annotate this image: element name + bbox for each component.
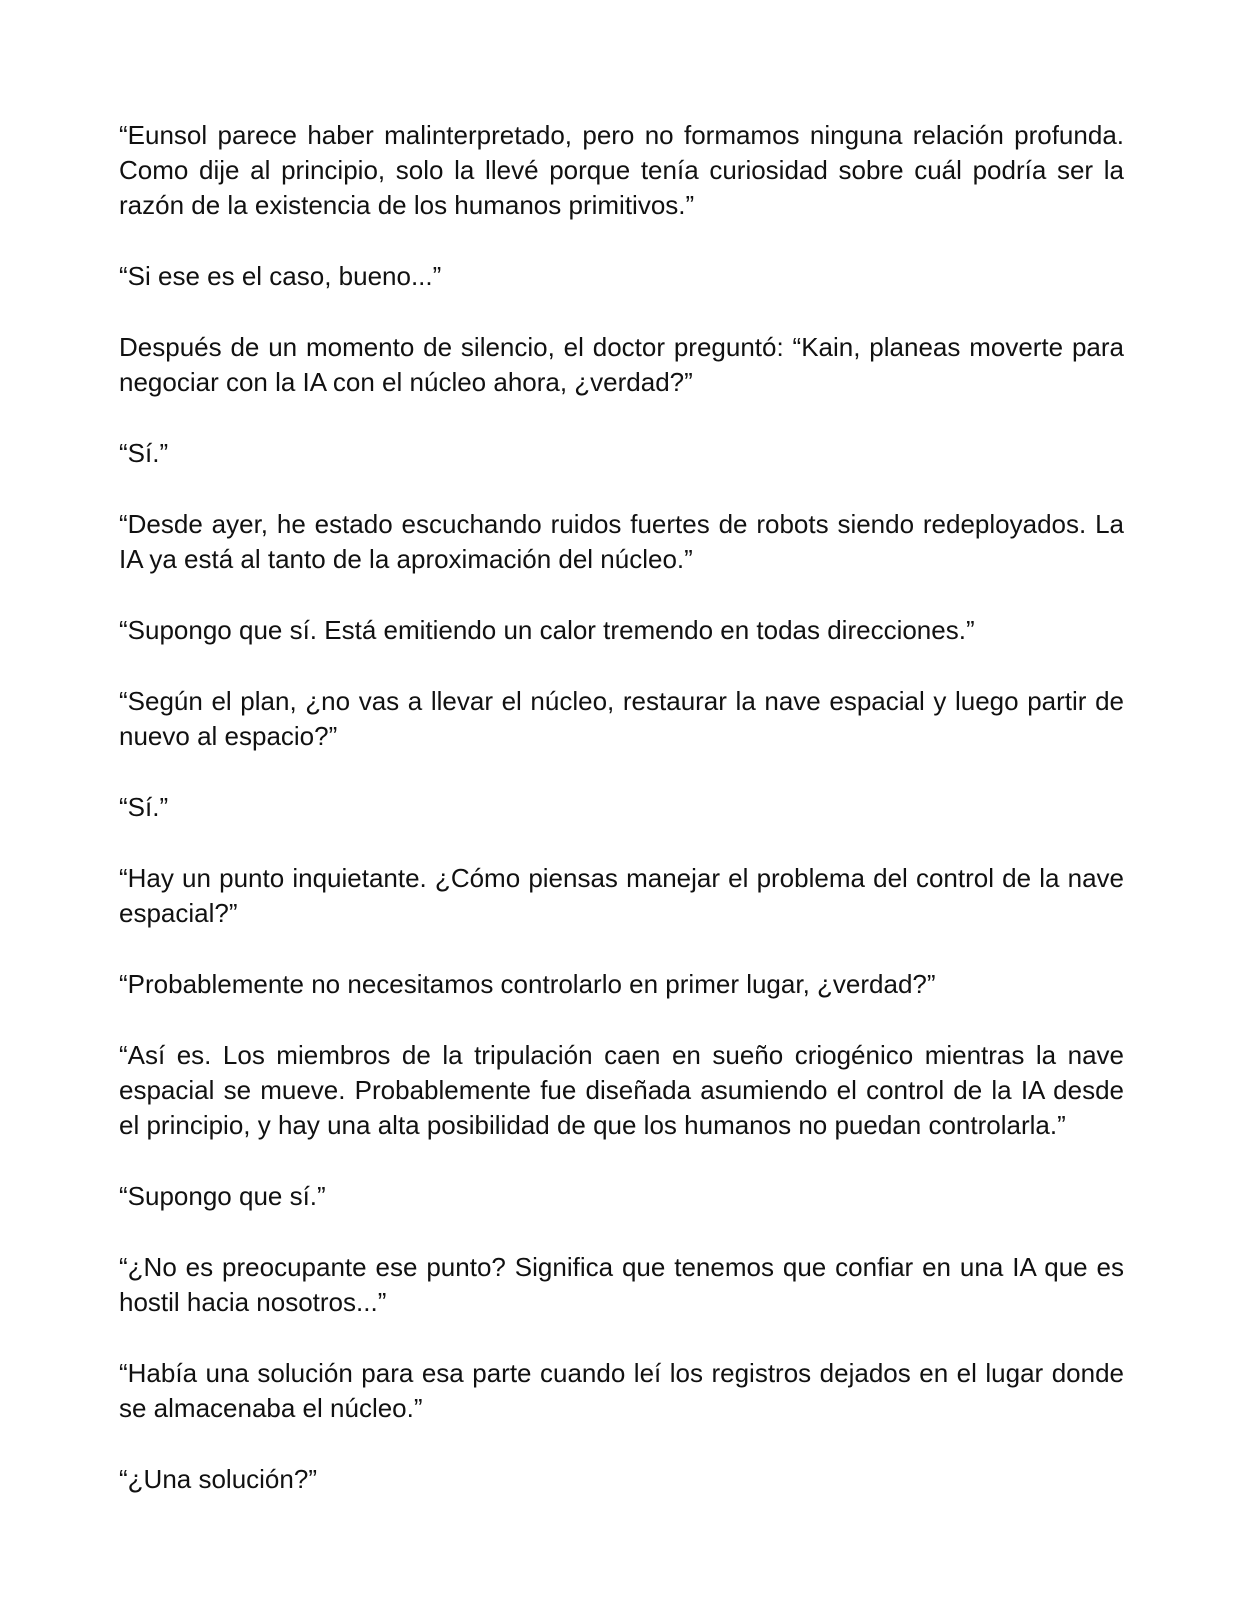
paragraph-11: “Así es. Los miembros de la tripulación caen en sueño criogénico mientras la nave espacial se mueve. Probablemente fue diseñada asumiendo el control de la IA desde el principio, y hay una alta posibilidad de que los humanos no puedan controlarla.” bbox=[119, 1040, 1124, 1140]
paragraph-8: “Sí.” bbox=[119, 792, 169, 822]
paragraph-1: “Eunsol parece haber malinterpretado, pero no formamos ninguna relación profunda. Como dije al principio, solo la llevé porque tenía curiosidad sobre cuál podría ser la razón de la existencia de los humanos primitivos.” bbox=[119, 120, 1124, 220]
paragraph-4: “Sí.” bbox=[119, 438, 169, 468]
document-page bbox=[119, 118, 1124, 1533]
paragraph-7: “Según el plan, ¿no vas a llevar el núcleo, restaurar la nave espacial y luego partir de nuevo al espacio?” bbox=[119, 686, 1124, 751]
paragraph-9: “Hay un punto inquietante. ¿Cómo piensas manejar el problema del control de la nave espacial?” bbox=[119, 863, 1124, 928]
paragraph-5: “Desde ayer, he estado escuchando ruidos fuertes de robots siendo redeployados. La IA ya está al tanto de la aproximación del núcleo.” bbox=[119, 509, 1124, 574]
paragraph-13: “¿No es preocupante ese punto? Significa que tenemos que confiar en una IA que es hostil hacia nosotros...” bbox=[119, 1252, 1124, 1317]
paragraph-6: “Supongo que sí. Está emitiendo un calor tremendo en todas direcciones.” bbox=[119, 615, 975, 645]
paragraph-14: “Había una solución para esa parte cuando leí los registros dejados en el lugar donde se almacenaba el núcleo.” bbox=[119, 1358, 1124, 1423]
paragraph-2: “Si ese es el caso, bueno...” bbox=[119, 261, 442, 291]
paragraph-15: “¿Una solución?” bbox=[119, 1464, 317, 1494]
paragraph-10: “Probablemente no necesitamos controlarlo en primer lugar, ¿verdad?” bbox=[119, 969, 936, 999]
paragraph-3: Después de un momento de silencio, el doctor preguntó: “Kain, planeas moverte para negociar con la IA con el núcleo ahora, ¿verdad?” bbox=[119, 332, 1124, 397]
paragraph-12: “Supongo que sí.” bbox=[119, 1181, 326, 1211]
